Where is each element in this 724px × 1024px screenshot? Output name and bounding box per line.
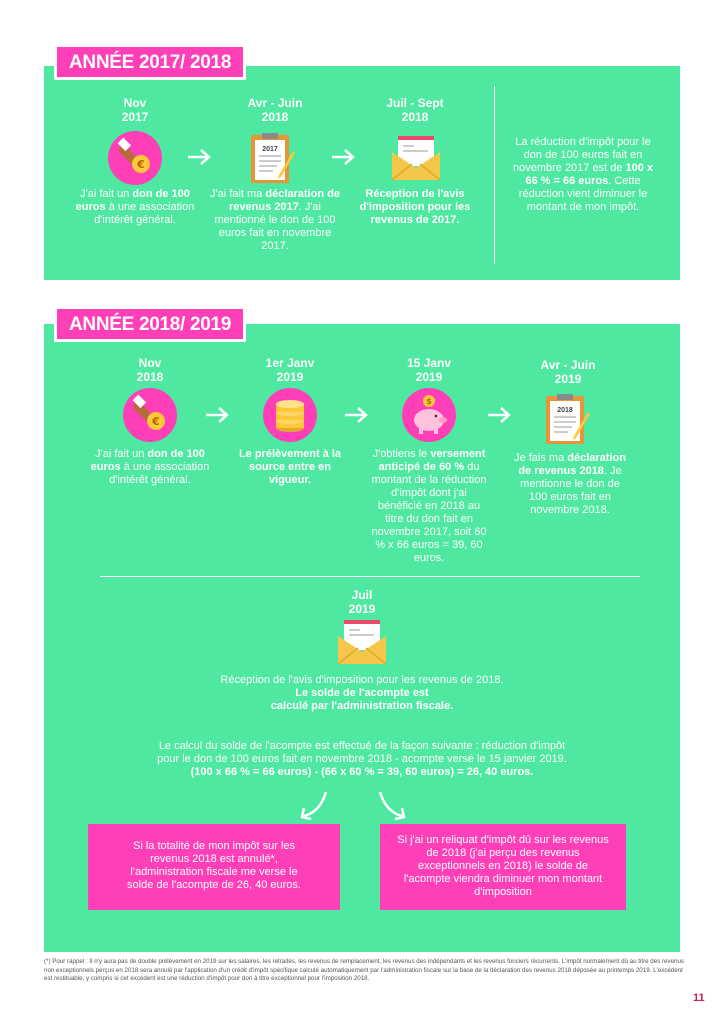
step-date: Nov 2017 [121,96,149,124]
arrow-right-icon [486,406,512,424]
step-date: 1er Janv 2019 [265,356,315,384]
tax-document-icon [542,392,598,448]
curved-arrow-left-icon [296,788,332,822]
arrow-right-icon [186,148,212,166]
step-description: J'obtiens le versement anticipé de 60 % du montant de la réduction d'impôt dont j'ai bénéficié en 2018 au titre du don fait en novembre 2017, soit 60 % x 66 euros = 39, 60 euros. [371,448,487,564]
arrow-right-icon [330,148,356,166]
envelope-icon [388,130,444,186]
step-description: J'ai fait un don de 100 euros à une association d'intérêt général. [75,188,195,226]
step-date: Juil 2019 [348,588,376,616]
section-2019-title: ANNÉE 2018/ 2019 [54,306,246,342]
july-description: Réception de l'avis d'imposition pour les revenus de 2018. Le solde de l'acompte est calculé par l'administration fiscale. [220,674,504,712]
reduction-note: La réduction d'impôt pour le don de 100 euros fait en novembre 2017 est de 100 x 66 % = 66 euros. Cette réduction vient diminuer le montant de mon impôt. [512,136,654,213]
step-date: Juil - Sept 2018 [386,96,444,124]
arrow-right-icon [204,406,230,424]
divider [494,86,495,264]
envelope-icon [334,614,390,670]
step-description: Je fais ma déclaration de revenus 2018. Je mentionne le don de 100 euros fait en novembre 2018. [514,452,626,516]
page-number: 11 [693,992,705,1004]
coin-stack-icon [263,388,317,442]
section-2017-title: ANNÉE 2017/ 2018 [54,44,246,80]
outcome-box-left: Si la totalité de mon impôt sur les revenus 2018 est annulé*, l'administration fiscale me verse le solde de l'acompte de 26, 40 euros. [88,824,340,910]
step-date: Nov 2018 [136,356,164,384]
svg-text:2017: 2017 [262,146,278,153]
step-date: Avr - Juin 2019 [540,358,596,386]
svg-text:$: $ [426,397,432,406]
step-description: Réception de l'avis d'imposition pour les revenus de 2017. [359,188,471,226]
divider [100,576,640,577]
hand-coin-icon [108,131,162,185]
piggy-bank-icon [402,388,456,442]
outcome-box-right: Si j'ai un reliquat d'impôt dû sur les revenus de 2018 (j'ai perçu des revenus exceptionnels en 2018) le solde de l'acompte viendra diminuer mon montant d'imposition [380,824,626,910]
arrow-right-icon [343,406,369,424]
step-description: J'ai fait un don de 100 euros à une association d'intérêt général. [90,448,210,486]
step-description: Le prélèvement à la source entre en vigueur. [238,448,342,486]
svg-text:€: € [137,158,145,171]
step-date: Avr - Juin 2018 [247,96,303,124]
step-date: 15 Janv 2019 [406,356,452,384]
footnote: (*) Pour rappel : Il n'y aura pas de double prélèvement en 2019 sur les salaires, les retraites, les revenus de remplacement, les revenus des indépendants et les revenus fonciers récurrents. L'impôt normalement dû au titre des revenus non exceptionnels perçus en 2018 sera annulé par l'application d'un crédit d'impôt spécifique calculé automatiquement par l'administration fiscale sur la base de la déclaration des revenus 2018 déposée au printemps 2019. L'excédent est restituable, y compris si cet excédent est une réduction d'impôt pour don à titre exceptionnel pour l'imposition 2018. [44,958,685,982]
tax-document-icon [247,131,303,187]
step-description: J'ai fait ma déclaration de revenus 2017. J'ai mentionné le don de 100 euros fait en novembre 2017. [210,188,340,252]
hand-coin-icon [123,388,177,442]
svg-text:2018: 2018 [557,407,573,414]
svg-text:€: € [152,415,160,428]
curved-arrow-right-icon [374,788,410,822]
calculation-text: Le calcul du solde de l'acompte est effectué de la façon suivante : réduction d'impôt pour le don de 100 euros fait en novembre 2018 - acompte versé le 15 janvier 2019. (100 x 66 % = 66 euros) - (66 x 60 % = 39, 60 euros) = 26, 40 euros. [157,740,567,778]
